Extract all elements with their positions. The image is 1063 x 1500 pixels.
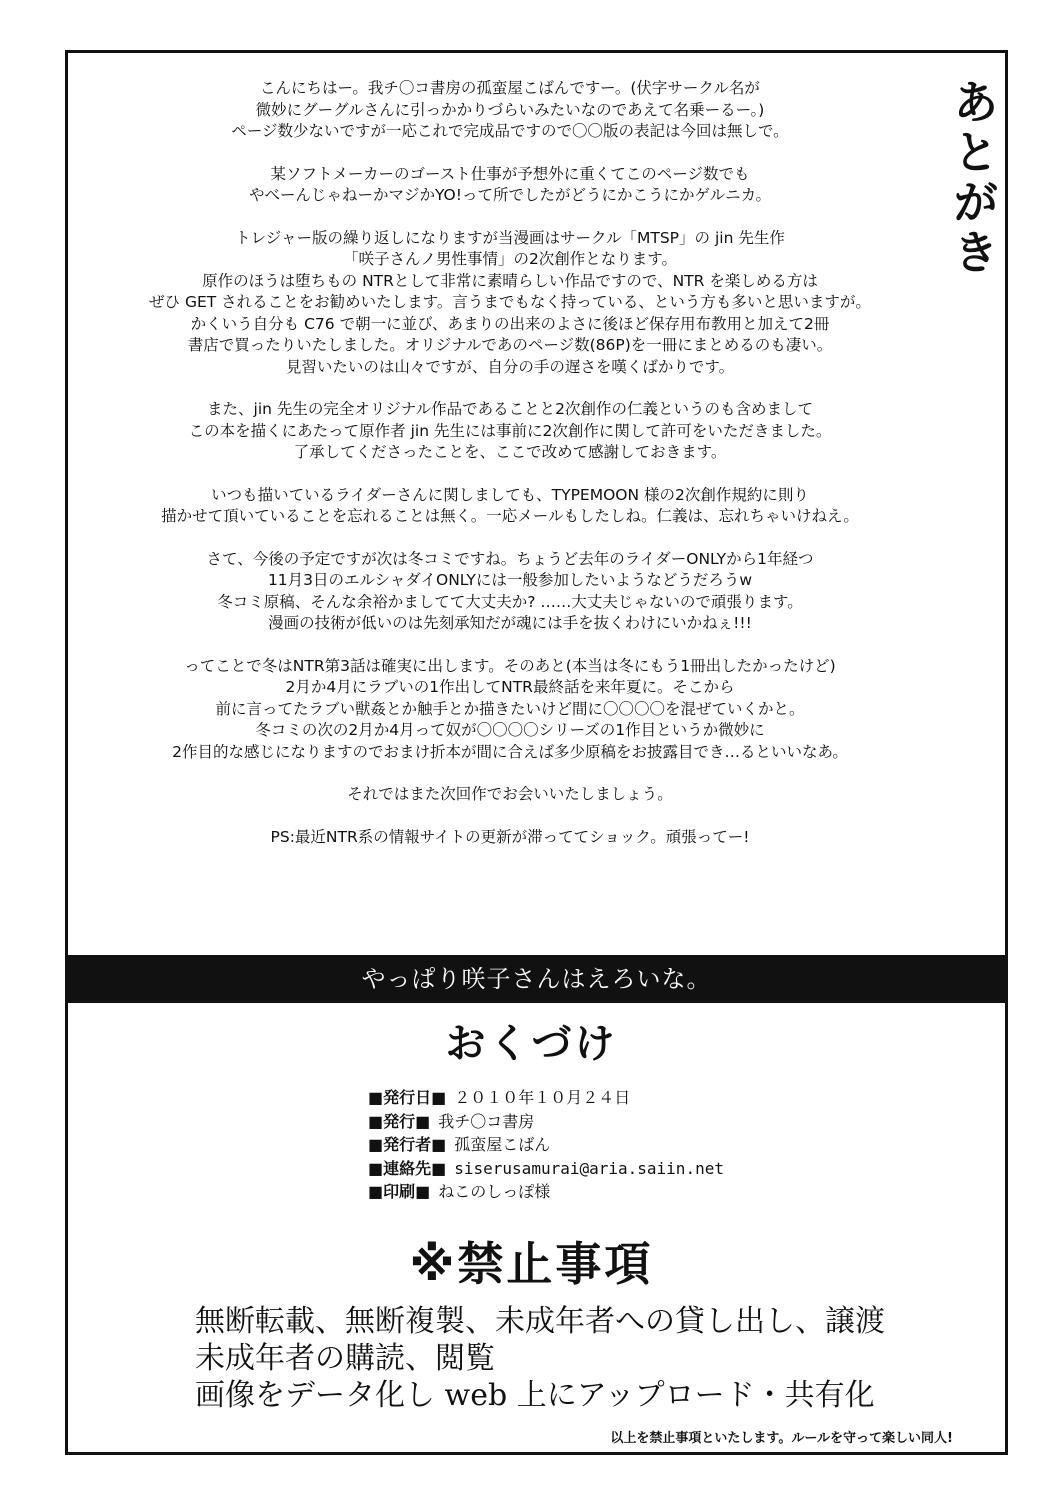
afterword-title: あとがき xyxy=(946,78,1000,278)
text-line: いつも描いているライダーさんに関しましても、TYPEMOON 様の2次創作規約に則り xyxy=(211,485,809,504)
colophon-value: ２０１０年１０月２４日 xyxy=(454,1088,631,1107)
text-line: 了承してくださったことを、ここで改めて感謝しておきます。 xyxy=(293,443,727,461)
text-line: 11月3日のエルシャダイONLYには一般参加したいようなどうだろうw xyxy=(267,571,753,589)
tagline-banner: やっぱり咲子さんはえろいな。 xyxy=(65,955,1008,1003)
colophon-row xyxy=(368,1180,724,1204)
text-line: 見習いたいのは山々ですが、自分の手の遅さを嘆くばかりです。 xyxy=(285,357,735,376)
colophon-value: ねこのしっぽ様 xyxy=(438,1182,551,1201)
colophon-label: ■発行■ xyxy=(368,1111,431,1131)
colophon-label: ■発行者■ xyxy=(368,1135,447,1154)
text-line: 書店で買ったりいたしました。オリジナルであのページ数(86P)を一冊にまとめるのも凄い。 xyxy=(187,336,833,354)
text-line: この本を描くにあたって原作者 jin 先生には事前に2次創作に関して許可をいただきました。 xyxy=(188,421,832,440)
colophon-label: ■発行日■ xyxy=(368,1088,447,1107)
paragraph xyxy=(80,549,940,635)
paragraph xyxy=(80,656,940,764)
text-line: それではまた次回作でお会いいたしましょう。 xyxy=(347,785,673,803)
text-line: また、jin 先生の完全オリジナル作品であることと2次創作の仁義というのも含めまして xyxy=(207,400,813,418)
text-line: 冬コミの次の2月か4月って奴が〇〇〇〇シリーズの1作目というか微妙に xyxy=(255,721,765,739)
text-line: 「咲子さんノ男性事情」の2次創作となります。 xyxy=(342,250,678,268)
paragraph xyxy=(80,78,940,143)
colophon-row xyxy=(368,1157,724,1181)
colophon-label: ■連絡先■ xyxy=(368,1158,447,1178)
text-line: 冬コミ原稿、そんな余裕かましてて大丈夫か? ……大丈夫じゃないので頑張ります。 xyxy=(217,592,803,611)
text-line: 2作目的な感じになりますのでおまけ折本が間に合えば多少原稿をお披露目でき…るといいなあ。 xyxy=(172,742,848,761)
text-line: こんにちはー。我チ〇コ書房の孤蛮屋こばんですー。(伏字サークル名が xyxy=(260,79,760,97)
text-line: 2月か4月にラブいの1作出してNTR最終話を来年夏に。そこから xyxy=(285,678,735,696)
colophon xyxy=(368,1086,724,1204)
text-line: PS:最近NTR系の情報サイトの更新が滞っててショック。頑張ってー! xyxy=(270,827,750,846)
prohibitions-title: ※禁止事項 xyxy=(409,1237,654,1291)
colophon-title: おくづけ xyxy=(445,1021,618,1067)
text-line: トレジャー版の繰り返しになりますが当漫画はサークル「MTSP」の jin 先生作 xyxy=(235,228,785,247)
text-line: 某ソフトメーカーのゴースト仕事が予想外に重くてこのページ数でも xyxy=(270,164,750,183)
paragraph xyxy=(80,784,940,806)
text-line: やべーんじゃねーかマジかYO!って所でしたがどうにかこうにかゲルニカ。 xyxy=(248,186,772,204)
colophon-label: ■印刷■ xyxy=(368,1182,431,1201)
text-line: かくいう自分も C76 で朝一に並び、あまりの出来のよさに後ほど保存用布教用と加えて2冊 xyxy=(190,314,830,333)
paragraph xyxy=(80,228,940,379)
colophon-row xyxy=(368,1110,724,1134)
text-line: ページ数少ないですが一応これで完成品ですので〇〇版の表記は今回は無しで。 xyxy=(231,122,789,140)
text-line: 描かせて頂いていることを忘れることは無く。一応メールもしたしね。仁義は、忘れちゃいけねえ。 xyxy=(161,507,859,525)
colophon-row xyxy=(368,1133,724,1157)
text-line: 微妙にグーグルさんに引っかかりづらいみたいなのであえて名乗ーるー。) xyxy=(255,100,765,119)
footer-note: 以上を禁止事項といたします。ルールを守って楽しい同人! xyxy=(610,1431,953,1446)
text-line: さて、今後の予定ですが次は冬コミですね。ちょうど去年のライダーONLYから1年経つ xyxy=(206,549,814,568)
text-line: ってことで冬はNTR第3話は確実に出します。そのあと(本当は冬にもう1冊出したかったけど) xyxy=(184,656,836,675)
prohibition-item: 画像をデータ化し web 上にアップロード・共有化 xyxy=(195,1378,875,1413)
text-line: ぜひ GET されることをお勧めいたします。言うまでもなく持っている、という方も多いと思いますが。 xyxy=(149,293,871,311)
paragraph xyxy=(80,399,940,464)
text-line: 原作のほうは堕ちもの NTRとして非常に素晴らしい作品ですので、NTR を楽しめる方は xyxy=(202,271,818,290)
prohibition-item: 未成年者の購読、閲覧 xyxy=(195,1341,495,1376)
prohibition-item: 無断転載、無断複製、未成年者への貸し出し、譲渡 xyxy=(195,1304,885,1339)
colophon-value: 我チ〇コ書房 xyxy=(438,1111,535,1131)
paragraph xyxy=(80,164,940,207)
contact-email: siserusamurai@aria.saiin.net xyxy=(454,1158,724,1178)
colophon-value: 孤蛮屋こばん xyxy=(454,1135,551,1154)
text-line: 漫画の技術が低いのは先刻承知だが魂には手を抜くわけにいかねぇ!!! xyxy=(268,614,752,632)
paragraph xyxy=(80,827,940,849)
colophon-row xyxy=(368,1086,724,1110)
afterword-body xyxy=(80,78,940,869)
text-line: 前に言ってたラブい獣姦とか触手とか描きたいけど間に〇〇〇〇を混ぜていくかと。 xyxy=(215,699,805,718)
paragraph xyxy=(80,485,940,528)
prohibitions-list xyxy=(195,1303,885,1414)
